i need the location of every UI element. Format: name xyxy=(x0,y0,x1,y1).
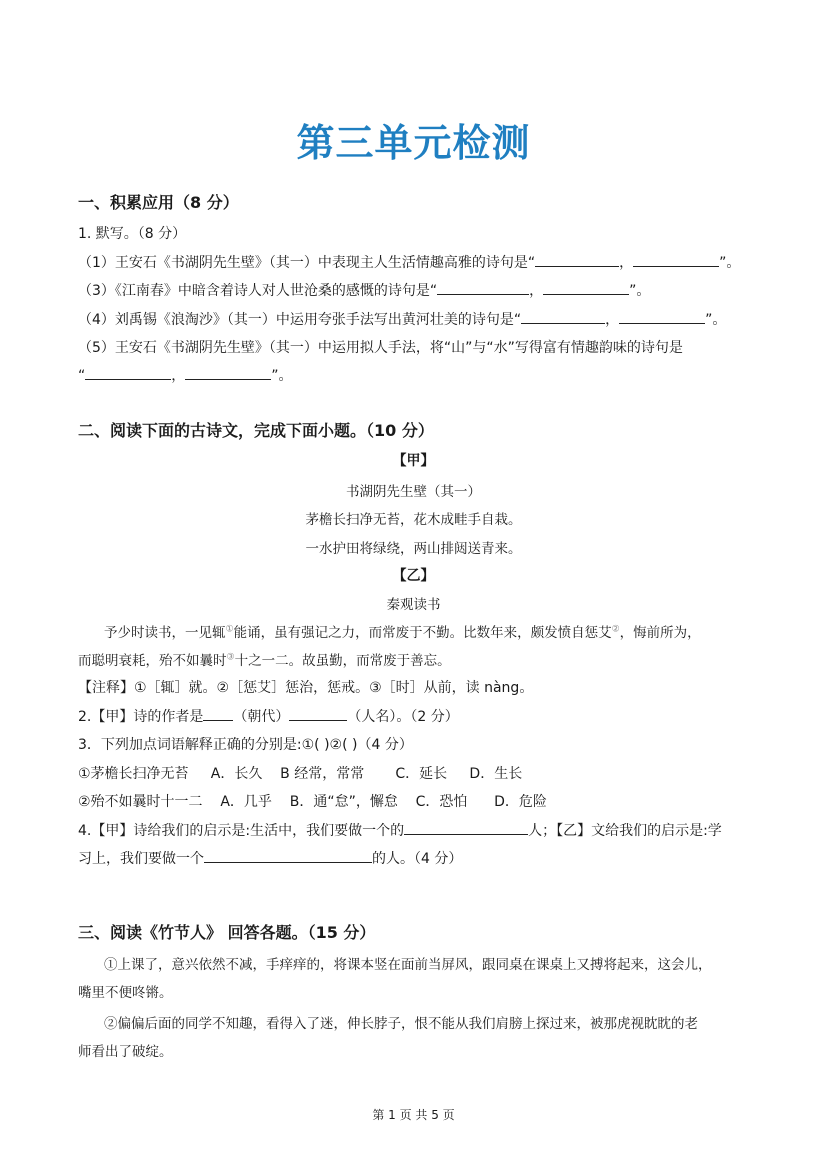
answer-blank[interactable] xyxy=(204,848,372,863)
comma: ， xyxy=(529,283,544,299)
q2-text: 2.【甲】诗的作者是 xyxy=(78,709,204,725)
q4-text: 4.【甲】诗给我们的启示是:生活中，我们要做一个的 xyxy=(78,823,405,839)
answer-blank[interactable] xyxy=(521,309,605,324)
question-3: 3．下列加点词语解释正确的分别是:①( )②( )（4 分） xyxy=(78,737,413,753)
prose-title: 秦观读书 xyxy=(386,597,441,613)
prose-text: 十之一二。故虽勤，而常废于善忘。 xyxy=(234,653,451,669)
open-quote: “ xyxy=(78,368,86,384)
answer-blank[interactable] xyxy=(535,252,619,267)
annotation-note: 【注释】①［辄］就。②［惩艾］惩治，惩戒。③［时］从前，读 nàng。 xyxy=(78,680,534,696)
passage-paragraph-1-cont: 嘴里不便咚锵。 xyxy=(78,985,173,1001)
answer-blank[interactable] xyxy=(203,706,233,721)
passage-paragraph-1: ①上课了，意兴依然不减，手痒痒的，将课本竖在面前当屏风，跟同桌在课桌上又搏将起来，这会儿， xyxy=(104,957,712,973)
answer-blank[interactable] xyxy=(633,252,719,267)
q4-text: 的人。（4 分） xyxy=(372,851,463,867)
q1-line-4-answers xyxy=(78,365,293,385)
prose-text: 能诵，虽有强记之力，而常废于不勤。比数年来，颇发愤自惩艾 xyxy=(233,625,612,641)
q1-line-3-text: （4）刘禹锡《浪淘沙》（其一）中运用夸张手法写出黄河壮美的诗句是“ xyxy=(78,312,522,328)
poem-line-2: 一水护田将绿绕，两山排闼送青来。 xyxy=(305,541,522,557)
footnote-marker: ① xyxy=(225,624,234,635)
question-2 xyxy=(78,706,459,726)
footnote-marker: ③ xyxy=(226,652,235,663)
answer-blank[interactable] xyxy=(289,706,347,721)
section-3-heading: 三、阅读《竹节人》 回答各题。（15 分） xyxy=(78,923,376,942)
q4-text: 习上，我们要做一个 xyxy=(78,851,204,867)
question-4 xyxy=(78,820,722,840)
q4-text: 人；【乙】文给我们的启示是:学 xyxy=(528,823,722,839)
prose-text: ，悔前所为， xyxy=(619,625,701,641)
answer-blank[interactable] xyxy=(85,365,171,380)
q1-line-1-text: （1）王安石《书湖阴先生壁》（其一）中表现主人生活情趣高雅的诗句是“ xyxy=(78,255,536,271)
q3-option-2: ②殆不如曩时十一二 A．几乎 B．通“怠”，懈怠 C．恐怕 D．危险 xyxy=(78,794,547,810)
label-yi: 【乙】 xyxy=(392,568,435,584)
end-quote: ”。 xyxy=(705,312,727,328)
page-footer: 第 1 页 共 5 页 xyxy=(372,1108,455,1122)
question-4-cont xyxy=(78,848,462,868)
comma: ， xyxy=(605,312,620,328)
section-1-heading: 一、积累应用（8 分） xyxy=(78,193,239,212)
q2-text: （人名）。（2 分） xyxy=(347,709,459,725)
q1-line-2-text: （3）《江南春》中暗含着诗人对人世沧桑的感慨的诗句是“ xyxy=(78,283,438,299)
end-quote: ”。 xyxy=(629,283,651,299)
prose-paragraph-line-2 xyxy=(78,649,451,669)
end-quote: ”。 xyxy=(719,255,741,271)
footnote-marker: ② xyxy=(611,624,620,635)
poem-line-1: 茅檐长扫净无苔，花木成畦手自栽。 xyxy=(305,512,522,528)
q1-line-2 xyxy=(78,280,650,300)
prose-text: 予少时读书，一见辄 xyxy=(104,625,226,641)
comma: ， xyxy=(619,255,634,271)
passage-paragraph-2-cont: 师看出了破绽。 xyxy=(78,1044,173,1060)
q2-text: （朝代） xyxy=(233,709,290,725)
answer-blank[interactable] xyxy=(543,280,629,295)
q1-line-4: （5）王安石《书湖阴先生壁》（其一）中运用拟人手法，将“山”与“水”写得富有情趣韵味的诗句是 xyxy=(78,340,683,356)
comma: ， xyxy=(171,368,186,384)
answer-blank[interactable] xyxy=(619,309,705,324)
passage-paragraph-2: ②偏偏后面的同学不知趣，看得入了迷，伸长脖子，恨不能从我们肩膀上探过来，被那虎视眈眈的老 xyxy=(104,1016,698,1032)
prose-text: 而聪明衰耗，殆不如曩时 xyxy=(78,653,227,669)
question-1: 1. 默写。（8 分） xyxy=(78,226,187,242)
answer-blank[interactable] xyxy=(437,280,529,295)
q1-line-3 xyxy=(78,309,726,329)
q1-line-1 xyxy=(78,252,740,272)
answer-blank[interactable] xyxy=(185,365,271,380)
q3-option-1: ①茅檐长扫净无苔 A．长久 B 经常，常常 C．延长 D．生长 xyxy=(78,766,523,782)
answer-blank[interactable] xyxy=(404,820,528,835)
prose-paragraph-line-1 xyxy=(104,621,701,641)
poem-title: 书湖阴先生壁（其一） xyxy=(346,484,481,500)
page-title: 第三单元检测 xyxy=(296,121,531,165)
label-jia: 【甲】 xyxy=(392,453,435,469)
section-2-heading: 二、阅读下面的古诗文，完成下面小题。（10 分） xyxy=(78,421,434,440)
end-quote: ”。 xyxy=(271,368,293,384)
